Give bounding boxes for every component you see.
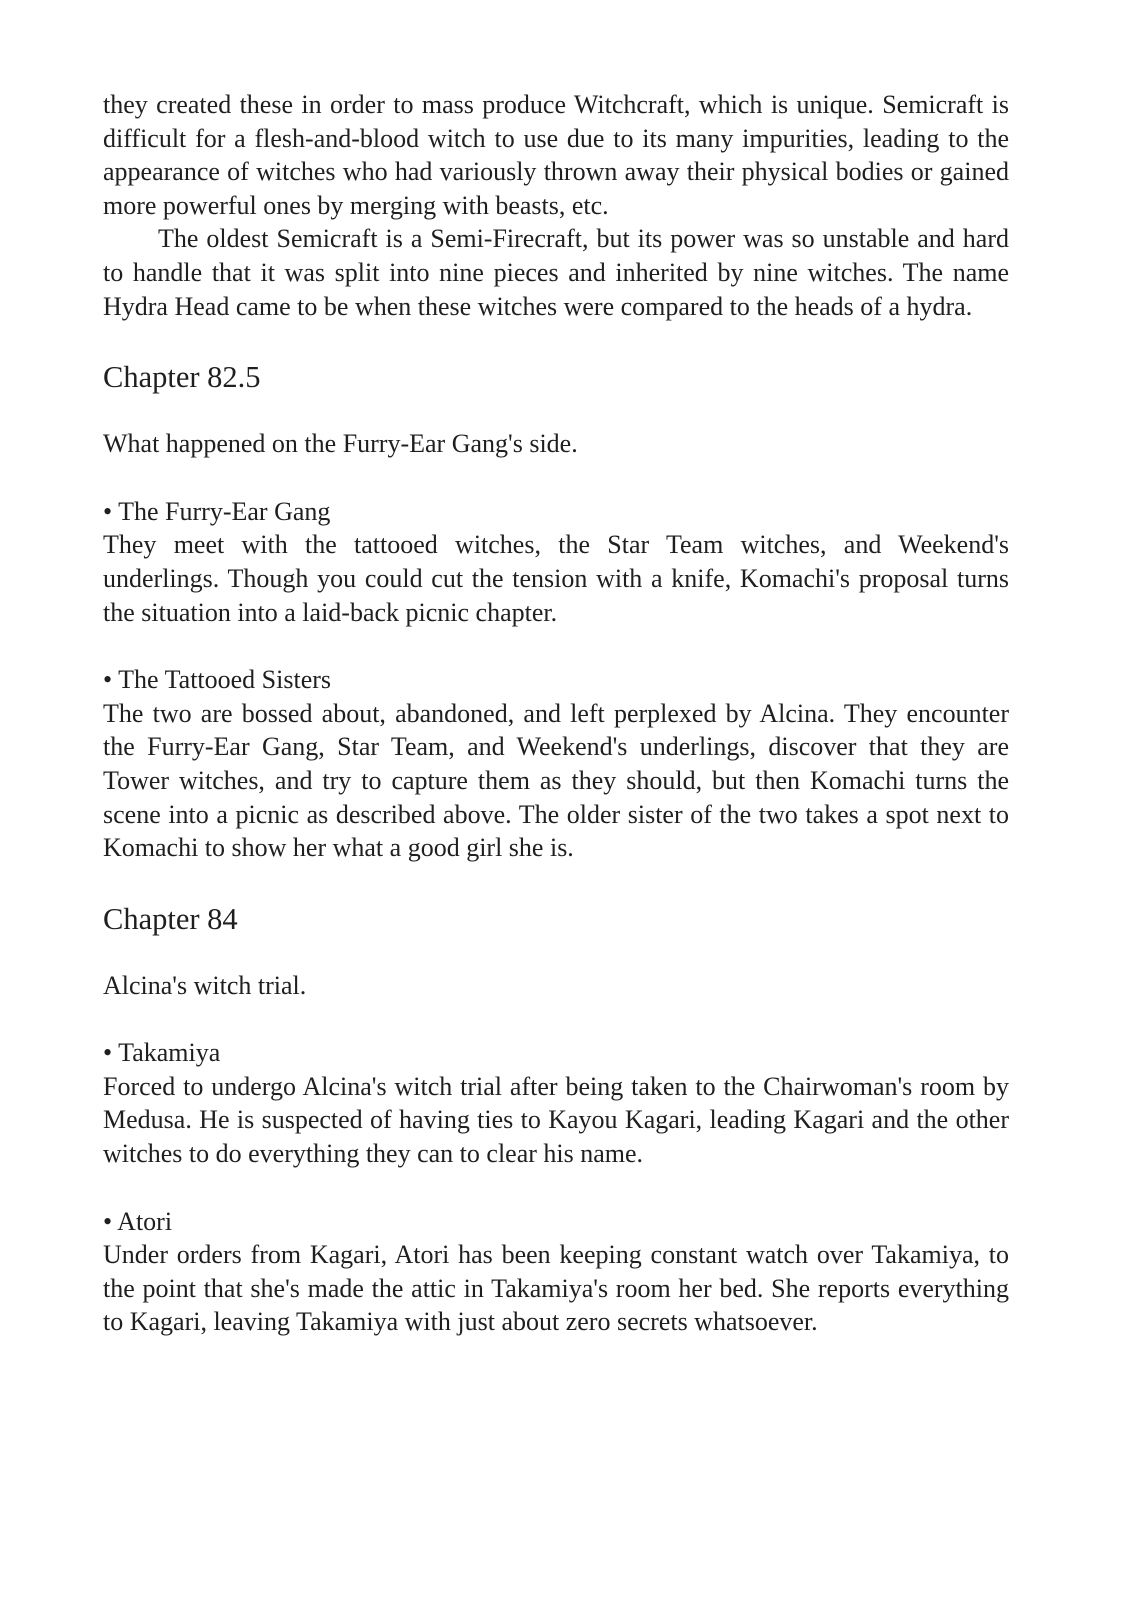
chapter-82-5-heading: Chapter 82.5 [103, 360, 261, 395]
intro-paragraph-2: The oldest Semicraft is a Semi-Firecraft, but its power was so unstable and hard to handle that it was split into nine pieces and inherited by nine witches. The name Hydra Head came to be when these witches were compared to the heads of a hydra. [103, 224, 1009, 321]
entry-text-tattooed-sisters: The two are bossed about, abandoned, and left perplexed by Alcina. They encounter the Furry-Ear Gang, Star Team, and Weekend's underlings, discover that they are Tower witches, and try to capture them as they should, but then Komachi turns the scene into a picnic as described above. The older sister of the two takes a spot next to Komachi to show her what a good girl she is. [103, 698, 1009, 863]
chapter-84-heading: Chapter 84 [103, 901, 238, 936]
entry-name-takamiya: • Takamiya [103, 1038, 221, 1068]
chapter-82-5-summary: What happened on the Furry-Ear Gang's side. [103, 429, 578, 459]
entry-text-takamiya: Forced to undergo Alcina's witch trial after being taken to the Chairwoman's room by Medusa. He is suspected of having ties to Kayou Kagari, leading Kagari and the other witches to do everything they can to clear his name. [103, 1071, 1009, 1169]
entry-text-furry-ear-gang: They meet with the tattooed witches, the Star Team witches, and Weekend's underlings. Though you could cut the tension with a knife, Komachi's proposal turns the situation into a laid-back picnic chapter. [103, 530, 1009, 627]
entry-name-atori: • Atori [103, 1206, 173, 1236]
entry-name-furry-ear-gang: • The Furry-Ear Gang [103, 496, 331, 526]
document-page [103, 88, 1009, 1339]
intro-paragraph-1: they created these in order to mass produce Witchcraft, which is unique. Semicraft is difficult for a flesh-and-blood witch to use due to its many impurities, leading to the appearance of witches who had variously thrown away their physical bodies or gained more powerful ones by merging with beasts, etc. [103, 90, 1009, 220]
entry-name-tattooed-sisters: • The Tattooed Sisters [103, 665, 332, 695]
entry-text-atori: Under orders from Kagari, Atori has been keeping constant watch over Takamiya, to the point that she's made the attic in Takamiya's room her bed. She reports everything to Kagari, leaving Takamiya with just about zero secrets whatsoever. [103, 1240, 1009, 1337]
chapter-84-summary: Alcina's witch trial. [103, 970, 307, 1000]
